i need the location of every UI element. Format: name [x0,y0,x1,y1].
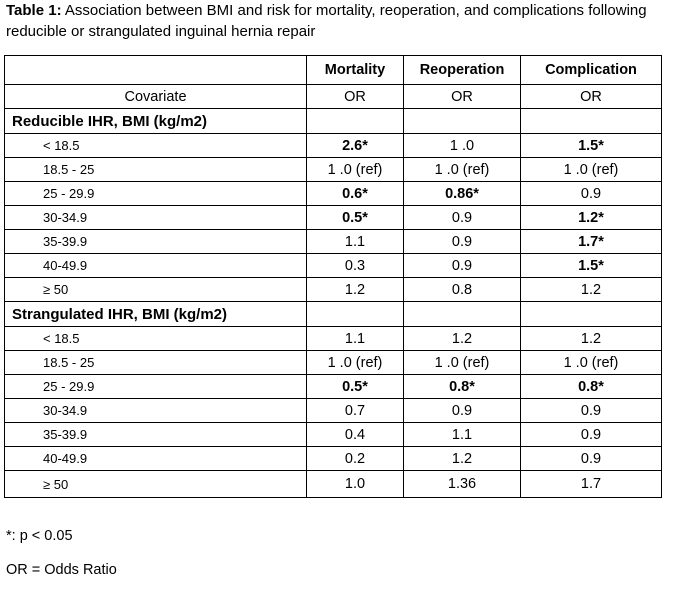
subheader-or-mortality: OR [307,85,404,109]
complication-or-cell: 1.7* [521,230,662,254]
caption-lead: Table 1: [6,2,62,19]
significance-note: *: p < 0.05 [6,528,73,544]
complication-or-cell: 1.5* [521,254,662,278]
table-row [5,230,662,254]
bmi-category-label: ≥ 50 [5,471,307,498]
caption-text: Association between BMI and risk for mortality, reoperation, and complications following reducible or strangulated inguinal hernia repair [6,2,647,40]
section-row [5,109,662,134]
reoperation-or-cell: 0.8 [404,278,521,302]
table-row [5,447,662,471]
header-reoperation: Reoperation [404,56,521,85]
reoperation-or-cell: 1 .0 [404,134,521,158]
mortality-or-cell: 1 .0 (ref) [307,351,404,375]
bmi-category-label: 18.5 - 25 [5,351,307,375]
complication-or-cell: 0.9 [521,399,662,423]
mortality-or-cell: 1.0 [307,471,404,498]
complication-or-cell: 0.9 [521,182,662,206]
complication-or-cell: 1 .0 (ref) [521,158,662,182]
mortality-or-cell: 0.5* [307,375,404,399]
mortality-or-cell: 0.5* [307,206,404,230]
subheader-or-reoperation: OR [404,85,521,109]
table-row [5,158,662,182]
reoperation-or-cell: 1 .0 (ref) [404,351,521,375]
complication-or-cell: 1.2 [521,278,662,302]
table-row [5,278,662,302]
header-covariate: Covariate [5,85,307,109]
mortality-or-cell: 0.3 [307,254,404,278]
header-row [5,56,662,85]
section-row [5,302,662,327]
bmi-category-label: 18.5 - 25 [5,158,307,182]
reoperation-or-cell: 0.9 [404,399,521,423]
table-row [5,471,662,498]
complication-or-cell: 1.7 [521,471,662,498]
mortality-or-cell: 0.4 [307,423,404,447]
bmi-category-label: 40-49.9 [5,254,307,278]
section-empty-cell [404,302,521,327]
section-empty-cell [521,109,662,134]
bmi-category-label: 25 - 29.9 [5,182,307,206]
mortality-or-cell: 1 .0 (ref) [307,158,404,182]
bmi-category-label: 30-34.9 [5,399,307,423]
section-empty-cell [404,109,521,134]
reoperation-or-cell: 0.8* [404,375,521,399]
table-row [5,182,662,206]
bmi-category-label: 25 - 29.9 [5,375,307,399]
complication-or-cell: 1.2 [521,327,662,351]
reoperation-or-cell: 0.9 [404,254,521,278]
mortality-or-cell: 1.2 [307,278,404,302]
table-row [5,327,662,351]
bmi-category-label: ≥ 50 [5,278,307,302]
mortality-or-cell: 0.2 [307,447,404,471]
complication-or-cell: 1 .0 (ref) [521,351,662,375]
reoperation-or-cell: 0.86* [404,182,521,206]
mortality-or-cell: 0.6* [307,182,404,206]
reoperation-or-cell: 0.9 [404,230,521,254]
bmi-category-label: < 18.5 [5,134,307,158]
subheader-row [5,85,662,109]
reoperation-or-cell: 1.2 [404,447,521,471]
header-empty-cell [5,56,307,85]
mortality-or-cell: 1.1 [307,230,404,254]
complication-or-cell: 0.9 [521,423,662,447]
table-row [5,134,662,158]
section-empty-cell [521,302,662,327]
complication-or-cell: 1.2* [521,206,662,230]
reoperation-or-cell: 1 .0 (ref) [404,158,521,182]
complication-or-cell: 1.5* [521,134,662,158]
mortality-or-cell: 0.7 [307,399,404,423]
complication-or-cell: 0.8* [521,375,662,399]
bmi-category-label: 35-39.9 [5,423,307,447]
bmi-category-label: 30-34.9 [5,206,307,230]
or-definition-note: OR = Odds Ratio [6,562,117,578]
table-caption [6,0,676,42]
bmi-category-label: 35-39.9 [5,230,307,254]
mortality-or-cell: 1.1 [307,327,404,351]
section-empty-cell [307,302,404,327]
bmi-risk-table [4,55,662,498]
table-row [5,399,662,423]
section-title: Strangulated IHR, BMI (kg/m2) [5,302,307,327]
table-row [5,375,662,399]
reoperation-or-cell: 1.36 [404,471,521,498]
header-complication: Complication [521,56,662,85]
bmi-category-label: < 18.5 [5,327,307,351]
table-row [5,351,662,375]
subheader-or-complication: OR [521,85,662,109]
section-empty-cell [307,109,404,134]
table-row [5,206,662,230]
table-row [5,254,662,278]
reoperation-or-cell: 0.9 [404,206,521,230]
complication-or-cell: 0.9 [521,447,662,471]
table-row [5,423,662,447]
reoperation-or-cell: 1.1 [404,423,521,447]
section-title: Reducible IHR, BMI (kg/m2) [5,109,307,134]
header-mortality: Mortality [307,56,404,85]
mortality-or-cell: 2.6* [307,134,404,158]
reoperation-or-cell: 1.2 [404,327,521,351]
bmi-category-label: 40-49.9 [5,447,307,471]
